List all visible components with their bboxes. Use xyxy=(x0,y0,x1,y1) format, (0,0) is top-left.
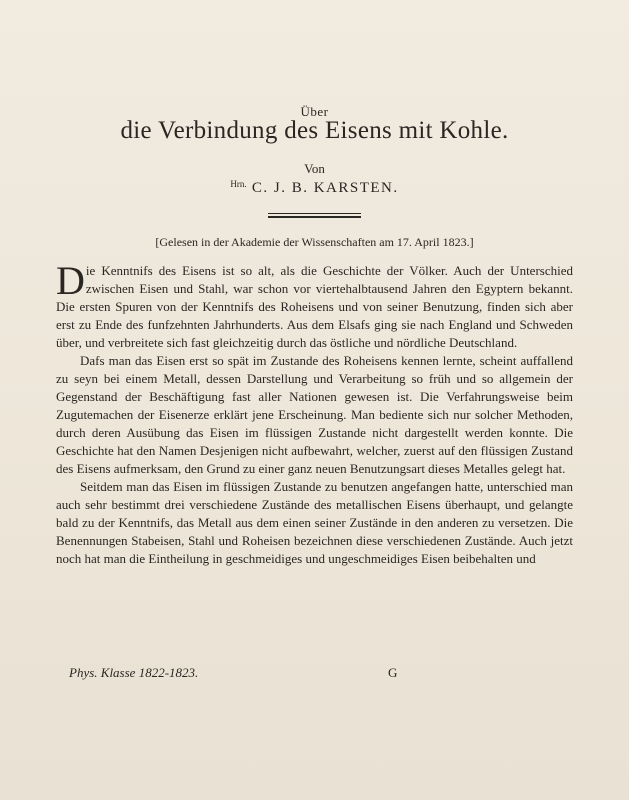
page-title: die Verbindung des Eisens mit Kohle. xyxy=(120,117,509,144)
author-line xyxy=(0,179,629,197)
title-rule-thin xyxy=(268,213,361,214)
title-preposition: Über xyxy=(300,104,329,119)
paragraph-1 xyxy=(56,258,573,352)
drop-cap: D xyxy=(56,258,85,303)
footer-class-label: Phys. Klasse 1822-1823. xyxy=(69,665,199,680)
title-rule-thick xyxy=(268,216,361,218)
paragraph-2: Dafs man das Eisen erst so spät im Zustande des Roheisens kennen lernte, scheint auffallend zu seyn bei einem Metall, dessen Darstellung und Verarbeitung so früh und so allgemein der Gegenstand der Beschäftigung fast aller Nationen gewesen ist. Die Verfahrungsweise beim Zugutemachen der Eisenerze erklärt jene Erscheinung. Man bediente sich nur solcher Methoden, durch deren Ausübung das Eisen im flüssigen Zustande nicht dargestellt werden konnte. Die Geschichte hat den Namen Desjenigen nicht aufbewahrt, welcher, zuerst auf den flüssigen Zustand des Eisens aufmerksam, den Grund zu einer ganz neuen Benutzungsart dieses Metalles gelegt hat. xyxy=(56,353,573,476)
author-by-line: Von xyxy=(304,161,325,176)
author-honorific: Hrn. xyxy=(230,179,247,189)
paragraph-3: Seitdem man das Eisen im flüssigen Zustande zu benutzen angefangen hatte, unterschied man auch sehr bestimmt drei verschiedene Zustände des metallischen Eisens überhaupt, und gelangte bald zu der Kenntnifs, das Metall aus dem einen seiner Zustände in den anderen zu versetzen. Die Benennungen Stabeisen, Stahl und Roheisen bezeichnen diese verschiedenen Zustände. Auch jetzt noch hat man die Eintheilung in geschmeidiges und ungeschmeidiges Eisen beibehalten und xyxy=(56,479,573,566)
signature-mark: G xyxy=(388,665,398,680)
author-name: C. J. B. KARSTEN. xyxy=(251,180,399,196)
reading-note: [Gelesen in der Akademie der Wissenschaften am 17. April 1823.] xyxy=(155,235,474,249)
paragraph-1-text: ie Kenntnifs des Eisens ist so alt, als die Geschichte der Völker. Auch der Unterschied zwischen Eisen und Stahl, war schon vor viertehalbtausend Jahren den Egyptern bekannt. Die ersten Spuren von der Kenntnifs des Roheisens und von seiner Benutzung, finden sich aber erst zu Ende des funfzehnten Jahrhunderts. Aus dem Elsafs ging sie nach England und Schweden über, und verbreitete sich fast gleichzeitig durch das östliche und nördliche Deutschland. xyxy=(56,263,573,350)
body-text xyxy=(56,258,573,568)
